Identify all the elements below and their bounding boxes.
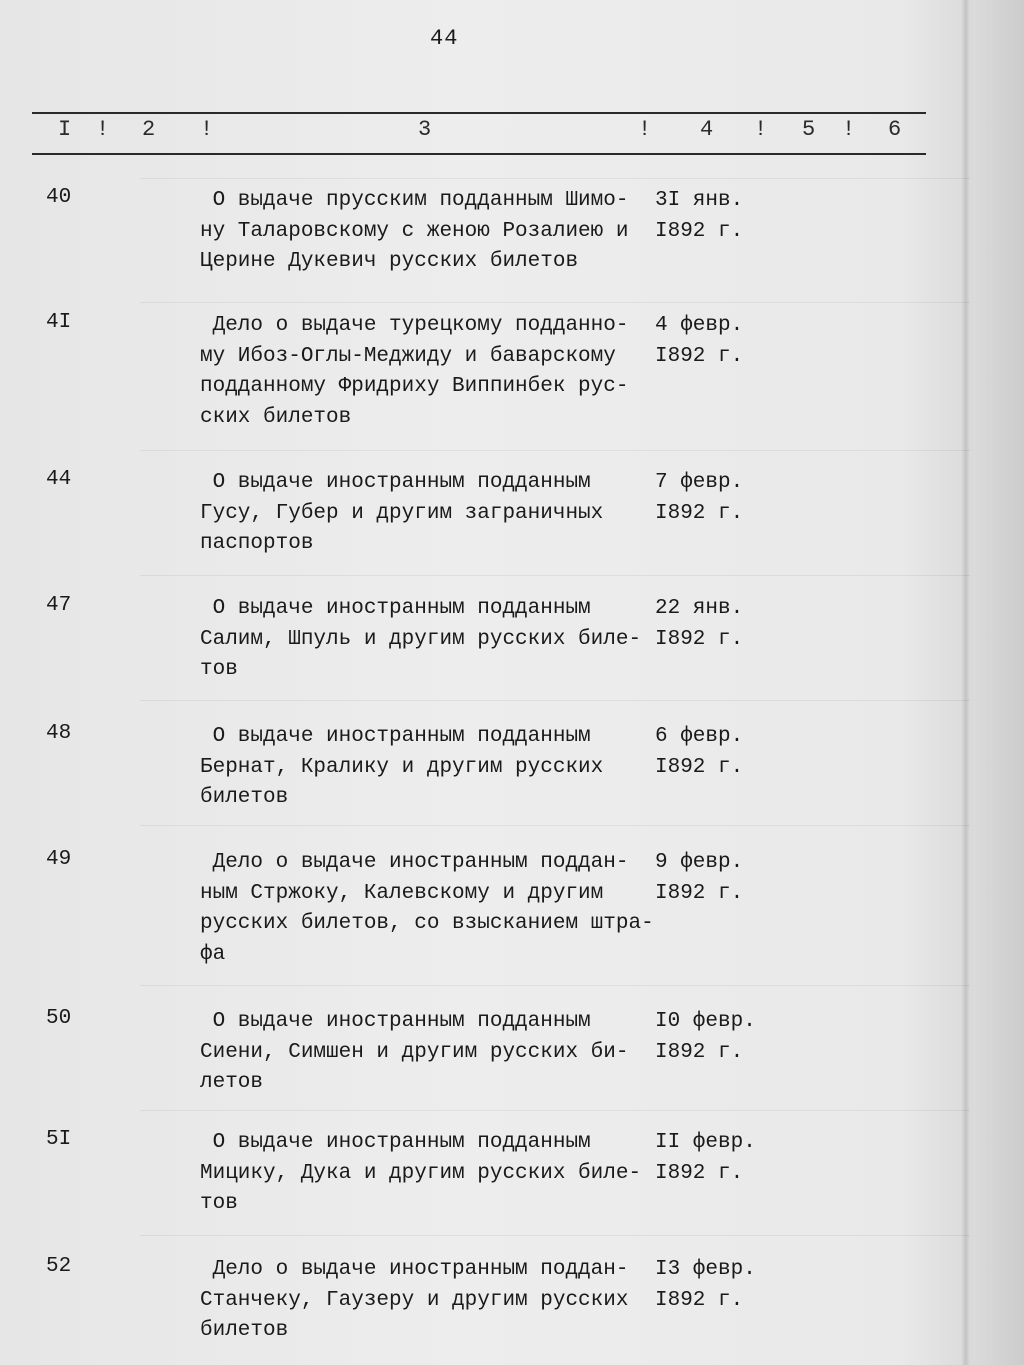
page-number: 44	[430, 26, 459, 51]
bleed-through-line	[140, 1235, 970, 1236]
entry-description: Дело о выдаче иностранным поддан- Станчеку, Гаузеру и другим русских билетов	[200, 1258, 629, 1342]
entry-number: 40	[46, 186, 72, 209]
column-separator: !	[754, 117, 768, 142]
entry-description: О выдаче иностранным подданным Сиени, Симшен и другим русских би- летов	[200, 1010, 629, 1094]
entry-number: 4I	[46, 311, 72, 334]
header-top-rule	[32, 112, 926, 114]
column-header-2: 2	[142, 117, 156, 142]
column-header-6: 6	[888, 117, 902, 142]
column-header-1: I	[58, 117, 72, 142]
bleed-through-line	[140, 985, 970, 986]
entry-description: О выдаче иностранным подданным Гусу, Губер и другим заграничных паспортов	[200, 471, 604, 555]
entry-number: 44	[46, 468, 72, 491]
entry-date: 9 февр. I892 г.	[655, 851, 744, 905]
column-separator: !	[638, 117, 652, 142]
bleed-through-line	[140, 1110, 970, 1111]
column-separator: !	[96, 117, 110, 142]
entry-date: 6 февр. I892 г.	[655, 725, 744, 779]
entry-date: 3I янв. I892 г.	[655, 189, 744, 243]
bleed-through-line	[140, 302, 970, 303]
entry-date: 4 февр. I892 г.	[655, 314, 744, 368]
page-edge	[962, 0, 970, 1365]
entry-number: 5I	[46, 1128, 72, 1151]
entry-description: Дело о выдаче иностранным поддан- ным Стржоку, Калевскому и другим русских билетов, со взысканием штра- фа	[200, 851, 654, 966]
bleed-through-line	[140, 450, 970, 451]
entry-date: 7 февр. I892 г.	[655, 471, 744, 525]
entry-date: I3 февр. I892 г.	[655, 1258, 756, 1312]
column-separator: !	[842, 117, 856, 142]
column-header-4: 4	[700, 117, 714, 142]
entry-number: 52	[46, 1255, 72, 1278]
entry-number: 49	[46, 848, 72, 871]
entry-date: II февр. I892 г.	[655, 1131, 756, 1185]
bleed-through-line	[140, 825, 970, 826]
column-header-3: 3	[418, 117, 432, 142]
entry-description: О выдаче иностранным подданным Салим, Шпуль и другим русских биле- тов	[200, 597, 642, 681]
bleed-through-line	[140, 178, 970, 179]
entry-number: 48	[46, 722, 72, 745]
entry-number: 47	[46, 594, 72, 617]
entry-description: О выдаче иностранным подданным Бернат, Кралику и другим русских билетов	[200, 725, 604, 809]
entry-description: О выдаче прусским подданным Шимо- ну Таларовскому с женою Розалиею и Церине Дукевич русских билетов	[200, 189, 629, 273]
bleed-through-line	[140, 700, 970, 701]
column-separator: !	[200, 117, 214, 142]
column-header-5: 5	[802, 117, 816, 142]
entry-date: I0 февр. I892 г.	[655, 1010, 756, 1064]
header-bottom-rule	[32, 153, 926, 155]
entry-date: 22 янв. I892 г.	[655, 597, 744, 651]
entry-description: Дело о выдаче турецкому подданно- му Ибоз-Оглы-Меджиду и баварскому подданному Фридриху Виппинбек рус- ских билетов	[200, 314, 629, 429]
bleed-through-line	[140, 575, 970, 576]
entry-number: 50	[46, 1007, 72, 1030]
entry-description: О выдаче иностранным подданным Мицику, Дука и другим русских биле- тов	[200, 1131, 642, 1215]
